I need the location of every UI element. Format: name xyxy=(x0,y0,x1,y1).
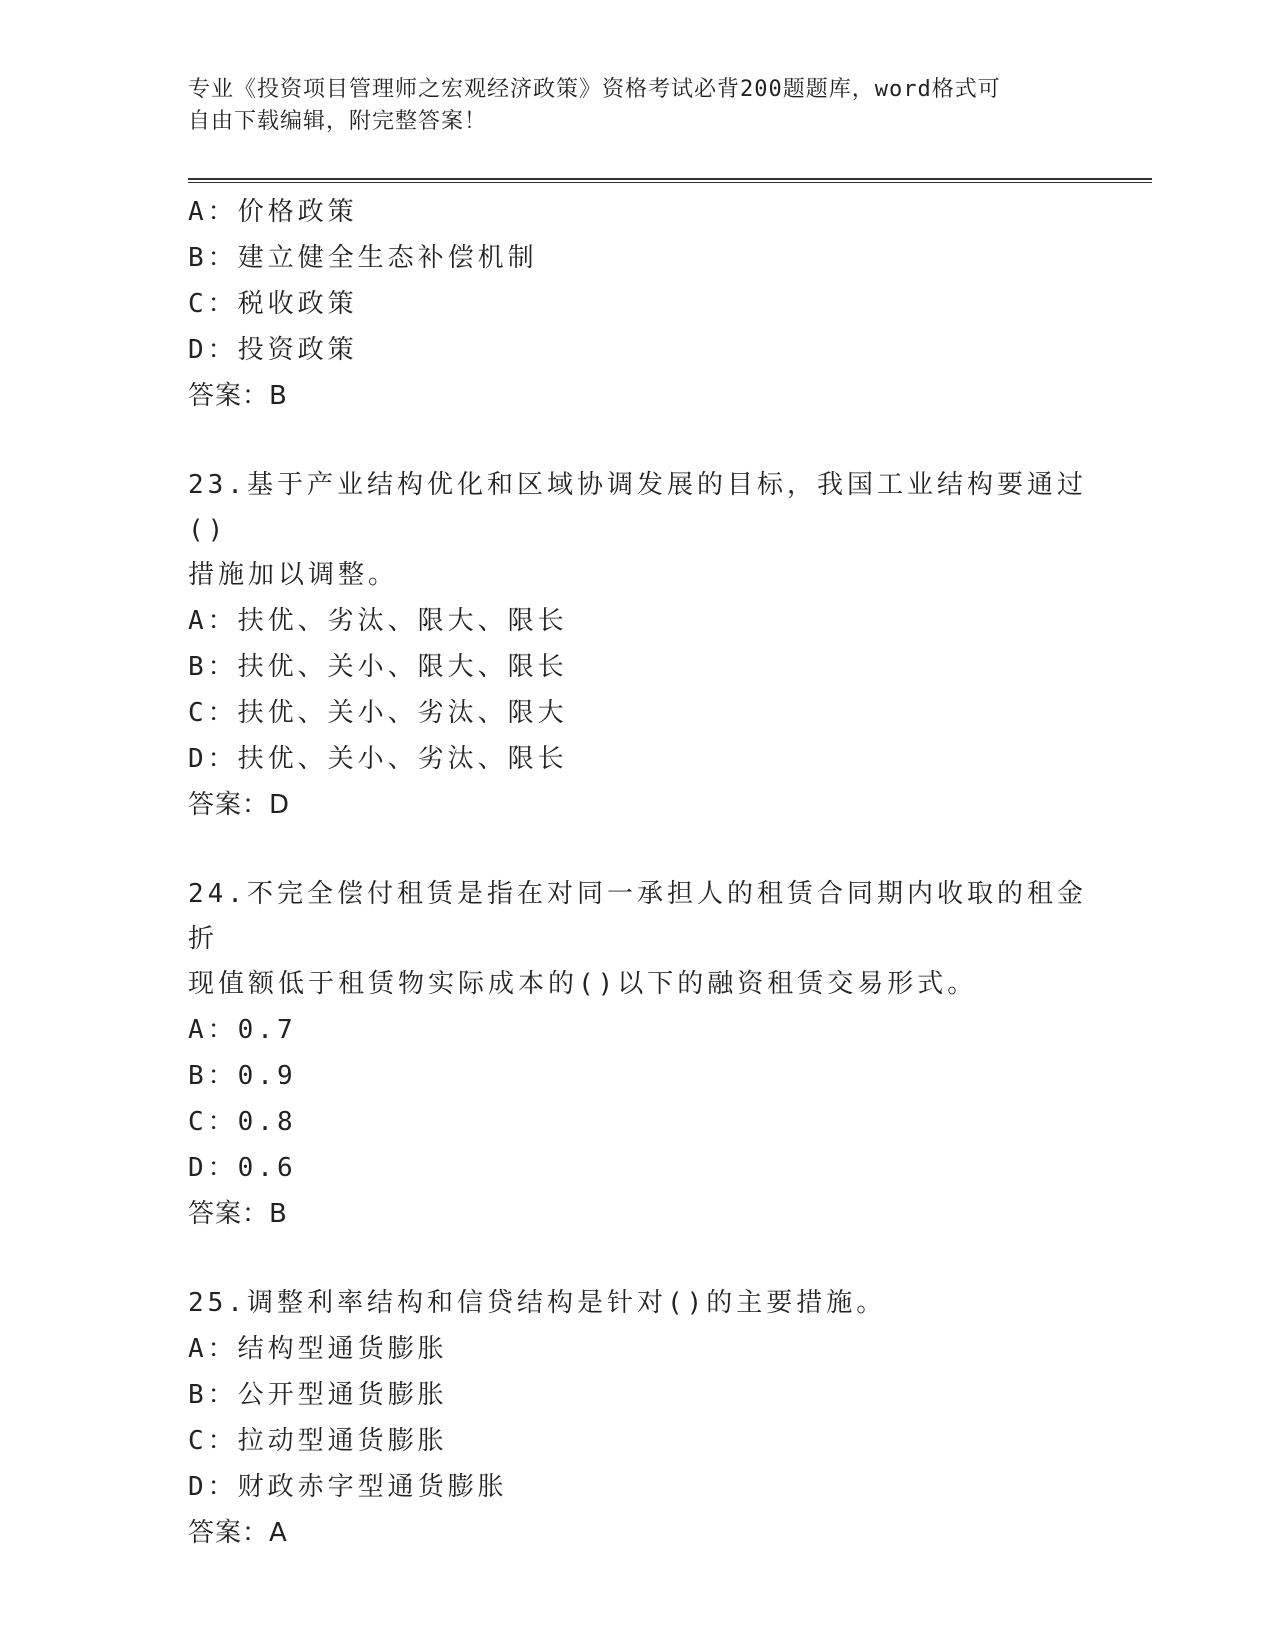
question-text-line-1: 23.基于产业结构优化和区域协调发展的目标，我国工业结构要通过() xyxy=(188,470,1087,545)
option-c: C：税收政策 xyxy=(188,289,358,319)
option-c: C：0.8 xyxy=(188,1107,297,1137)
option-a: A：结构型通货膨胀 xyxy=(188,1334,448,1364)
question-25 xyxy=(188,1281,1088,1556)
spacer xyxy=(188,419,1088,463)
answer-line: 答案：A xyxy=(188,1518,288,1548)
answer-line: 答案：B xyxy=(188,1199,288,1229)
header-divider xyxy=(188,178,1152,183)
answer-line: 答案：B xyxy=(188,381,288,411)
question-24 xyxy=(188,872,1088,1237)
question-23 xyxy=(188,463,1088,828)
header-title-line-2: 自由下载编辑，附完整答案！ xyxy=(188,109,488,134)
option-d: D：扶优、关小、劣汰、限长 xyxy=(188,744,568,774)
option-a: A：价格政策 xyxy=(188,197,358,227)
spacer xyxy=(188,828,1088,872)
option-b: B：0.9 xyxy=(188,1061,297,1091)
question-22-continued xyxy=(188,189,1088,419)
question-text-line-1: 25.调整利率结构和信贷结构是针对()的主要措施。 xyxy=(188,1288,887,1318)
header-title-line-1: 专业《投资项目管理师之宏观经济政策》资格考试必背200题题库，word格式可 xyxy=(188,77,1001,102)
answer-line: 答案：D xyxy=(188,790,291,820)
option-a: A：0.7 xyxy=(188,1015,297,1045)
spacer xyxy=(188,1237,1088,1281)
option-c: C：拉动型通货膨胀 xyxy=(188,1426,448,1456)
option-c: C：扶优、关小、劣汰、限大 xyxy=(188,698,568,728)
option-a: A：扶优、劣汰、限大、限长 xyxy=(188,606,568,636)
option-d: D：0.6 xyxy=(188,1153,297,1183)
option-d: D：财政赤字型通货膨胀 xyxy=(188,1472,508,1502)
document-header xyxy=(188,74,1068,138)
question-text-line-1: 24.不完全偿付租赁是指在对同一承担人的租赁合同期内收取的租金折 xyxy=(188,879,1087,954)
question-text-line-2: 现值额低于租赁物实际成本的()以下的融资租赁交易形式。 xyxy=(188,969,978,999)
option-b: B：建立健全生态补偿机制 xyxy=(188,243,538,273)
option-d: D：投资政策 xyxy=(188,335,358,365)
question-list xyxy=(188,189,1088,1556)
question-text-line-2: 措施加以调整。 xyxy=(188,560,399,590)
option-b: B：公开型通货膨胀 xyxy=(188,1380,448,1410)
option-b: B：扶优、关小、限大、限长 xyxy=(188,652,568,682)
